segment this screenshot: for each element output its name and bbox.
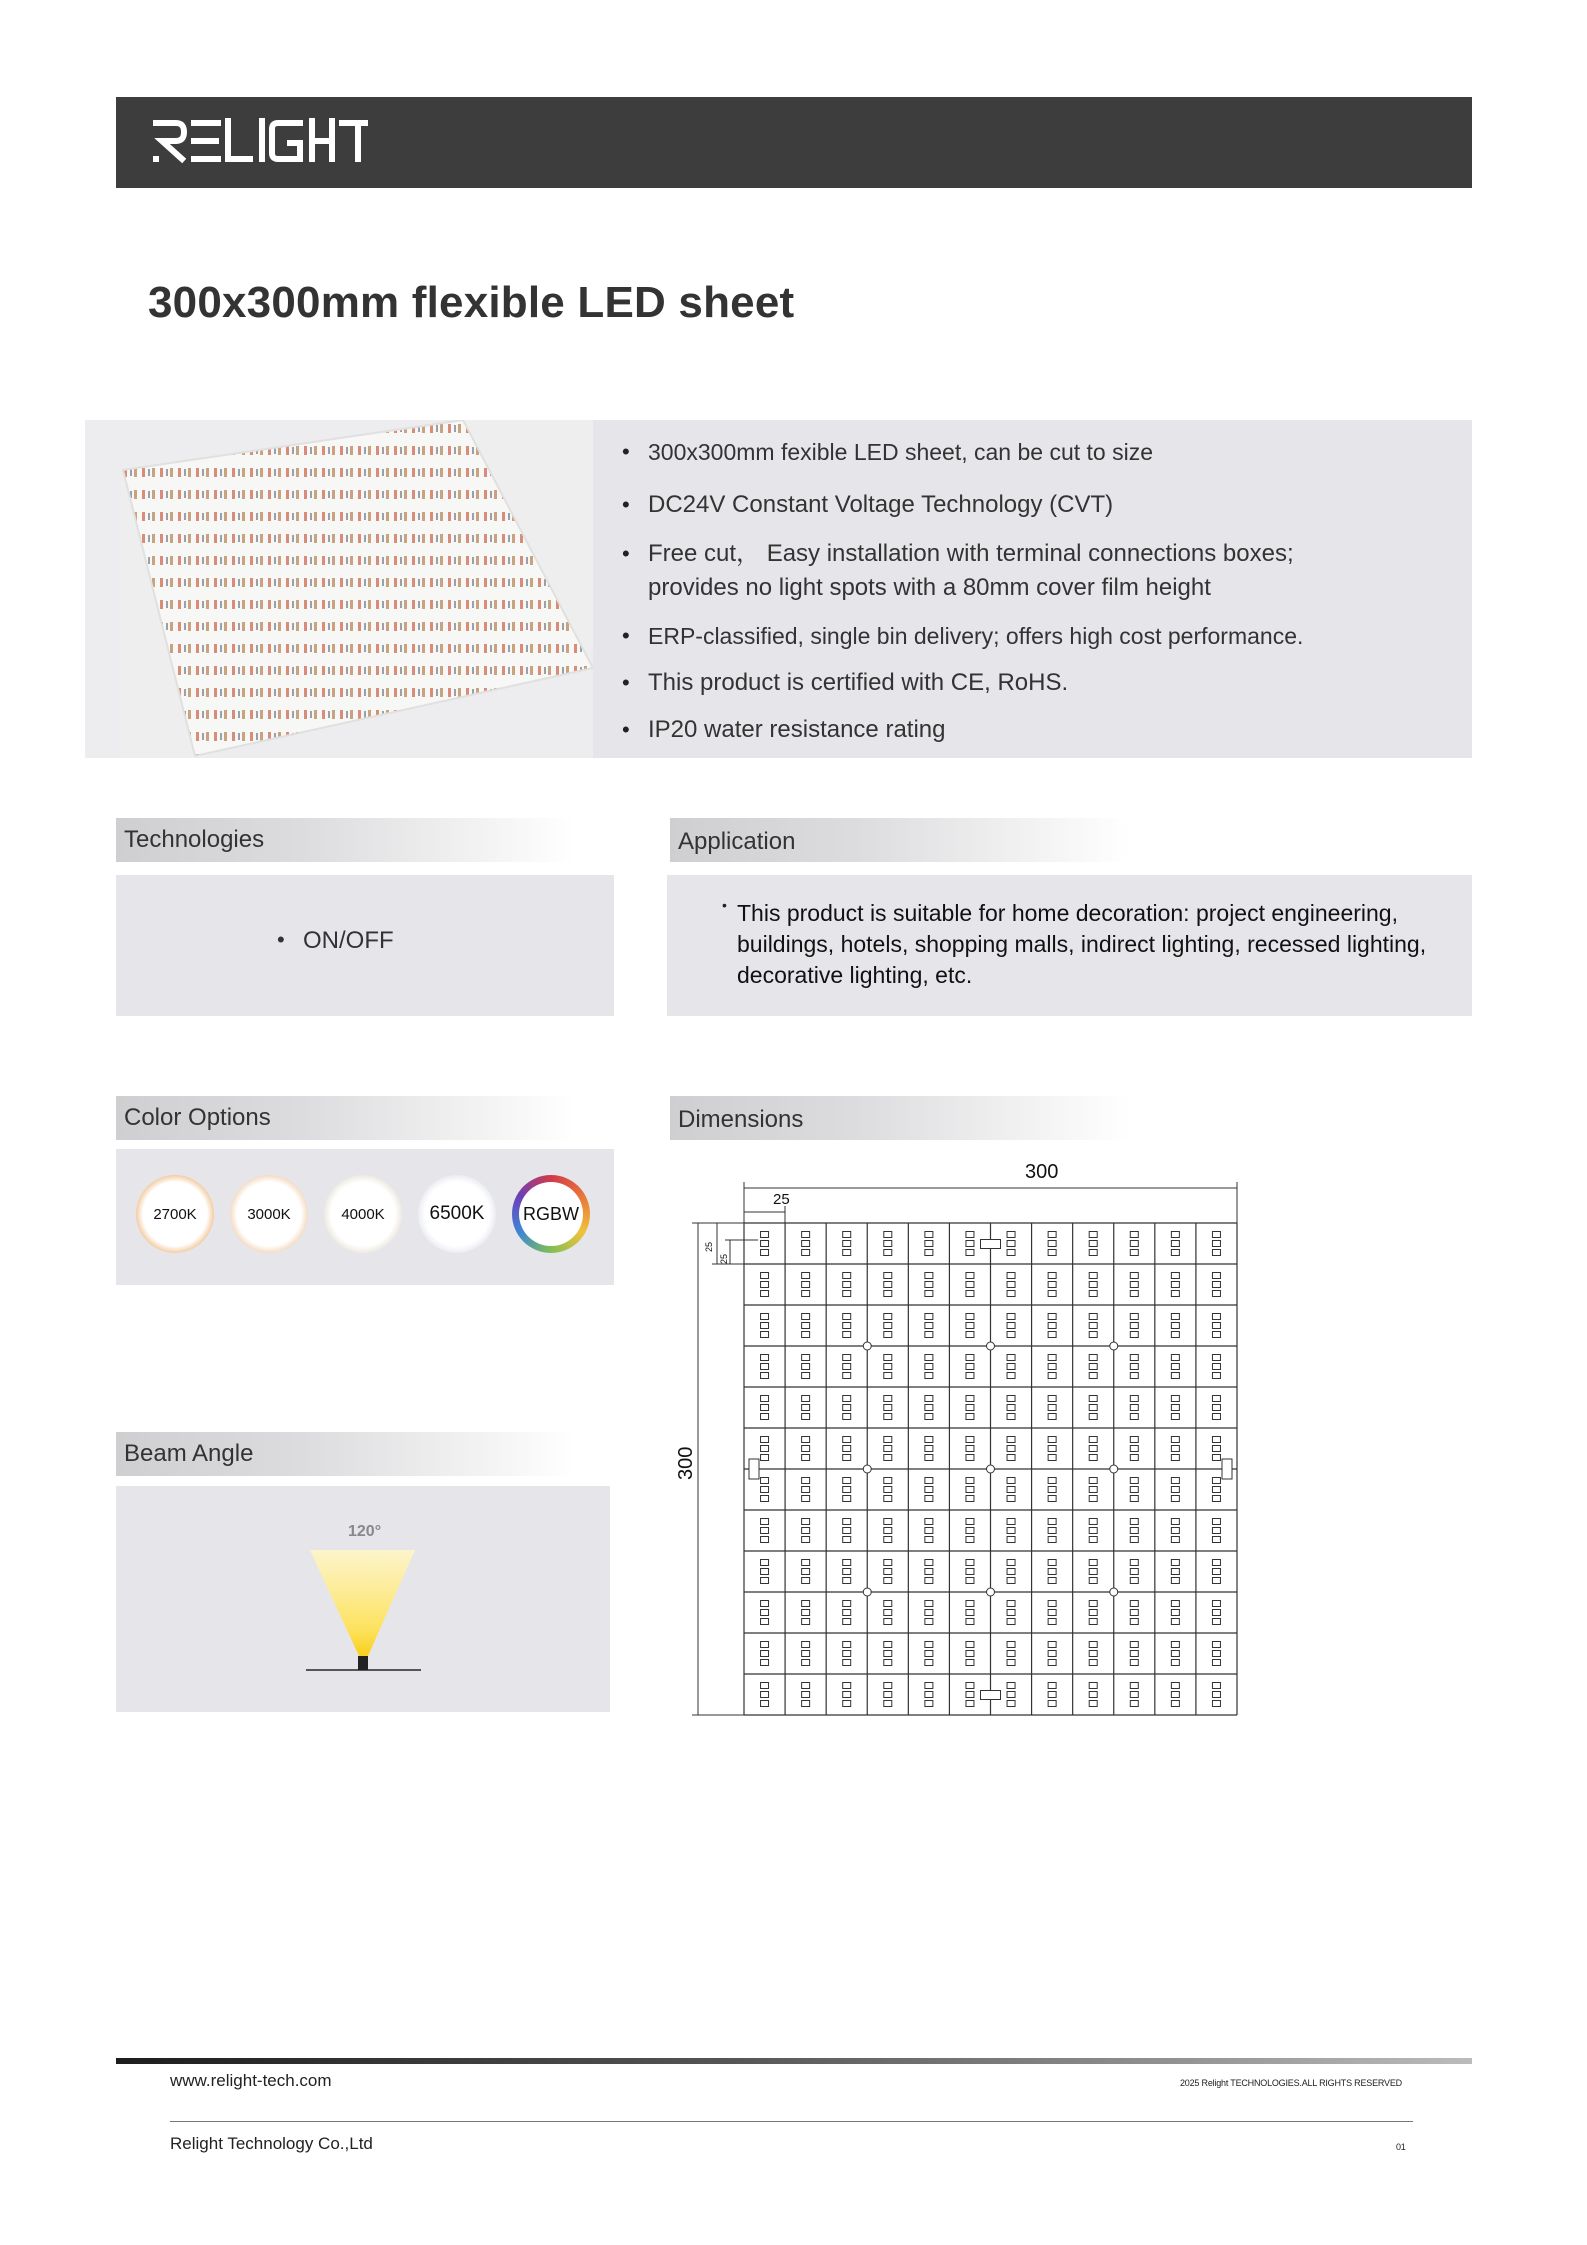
- led-chip-mark: [1130, 1642, 1138, 1666]
- pitch-y-label: 25: [704, 1241, 714, 1252]
- led-chip-mark: [843, 1437, 851, 1461]
- application-box: [667, 875, 1472, 1016]
- dimensions-drawing: [670, 1160, 1250, 1720]
- mounting-hole: [1110, 1465, 1118, 1473]
- led-chip-mark: [925, 1355, 933, 1379]
- led-chip-mark: [1171, 1478, 1179, 1502]
- color-swatch-label: 4000K: [331, 1182, 395, 1246]
- feature-item: • ERP-classified, single bin delivery; offers high cost performance.: [648, 619, 1303, 653]
- led-chip-mark: [761, 1396, 769, 1420]
- led-chip-mark: [1007, 1396, 1015, 1420]
- dimension-diagram: [670, 1160, 1250, 1720]
- led-chip-mark: [925, 1437, 933, 1461]
- dimensions-heading: [670, 1096, 1130, 1140]
- led-chip-mark: [1048, 1355, 1056, 1379]
- led-chip-mark: [1048, 1396, 1056, 1420]
- led-chip-mark: [1048, 1560, 1056, 1584]
- led-chip-mark: [1171, 1683, 1179, 1707]
- color-swatch-4000k: [324, 1175, 402, 1253]
- led-chip-mark: [1171, 1642, 1179, 1666]
- relight-logo: [152, 117, 368, 170]
- led-chip-mark: [843, 1601, 851, 1625]
- connector-box: [1222, 1459, 1232, 1479]
- led-chip-mark: [1048, 1232, 1056, 1256]
- led-chip-mark: [802, 1396, 810, 1420]
- application-line: This product is suitable for home decoration: project engineering,: [737, 900, 1398, 926]
- led-chip-mark: [1212, 1355, 1220, 1379]
- pitch-x-label: 25: [773, 1191, 790, 1208]
- led-chip-mark: [1212, 1273, 1220, 1297]
- led-chip-mark: [1048, 1437, 1056, 1461]
- led-chip-mark: [1048, 1314, 1056, 1338]
- led-chip-mark: [1212, 1437, 1220, 1461]
- application-line: decorative lighting, etc.: [737, 962, 973, 988]
- features-panel: [593, 420, 1472, 758]
- application-line: buildings, hotels, shopping malls, indirect lighting, recessed lighting,: [737, 931, 1427, 957]
- mounting-hole: [863, 1342, 871, 1350]
- led-chip-mark: [966, 1683, 974, 1707]
- led-chip-mark: [802, 1560, 810, 1584]
- beam-angle-value: 120°: [348, 1523, 382, 1540]
- led-chip-mark: [761, 1642, 769, 1666]
- led-chip-mark: [884, 1478, 892, 1502]
- mounting-hole: [987, 1342, 995, 1350]
- led-chip-mark: [843, 1314, 851, 1338]
- feature-item: • IP20 water resistance rating: [648, 713, 945, 747]
- led-chip-mark: [1089, 1560, 1097, 1584]
- mounting-hole: [987, 1465, 995, 1473]
- mounting-hole: [987, 1588, 995, 1596]
- led-chip-mark: [925, 1396, 933, 1420]
- led-chip-mark: [1007, 1314, 1015, 1338]
- led-chip-mark: [1007, 1683, 1015, 1707]
- led-chip-mark: [884, 1396, 892, 1420]
- led-chip-mark: [1007, 1437, 1015, 1461]
- color-swatch-2700k: [136, 1175, 214, 1253]
- led-chip-mark: [843, 1642, 851, 1666]
- led-chip-mark: [1089, 1601, 1097, 1625]
- led-chip-mark: [1007, 1232, 1015, 1256]
- color-swatch-label: 6500K: [425, 1182, 489, 1246]
- section-title: Application: [678, 828, 796, 855]
- led-chip-mark: [884, 1273, 892, 1297]
- color-swatch-label: 3000K: [237, 1182, 301, 1246]
- color-swatch-label: RGBW: [519, 1182, 583, 1246]
- section-title: Color Options: [124, 1104, 271, 1131]
- led-chip-mark: [843, 1355, 851, 1379]
- led-chip-mark: [843, 1560, 851, 1584]
- connector-box: [981, 1240, 1001, 1249]
- led-chip-mark: [884, 1642, 892, 1666]
- led-chip-mark: [1007, 1560, 1015, 1584]
- led-chip-mark: [1171, 1437, 1179, 1461]
- led-chip-mark: [884, 1683, 892, 1707]
- beam-angle-box: [116, 1486, 610, 1712]
- led-chip-mark: [1089, 1355, 1097, 1379]
- led-chip-mark: [1048, 1683, 1056, 1707]
- led-chip-mark: [1171, 1314, 1179, 1338]
- led-chip-mark: [761, 1314, 769, 1338]
- led-chip-mark: [884, 1601, 892, 1625]
- led-chip-mark: [761, 1478, 769, 1502]
- section-title: Dimensions: [678, 1106, 804, 1133]
- relight-logo-mark: [152, 117, 368, 165]
- led-chip-mark: [1130, 1601, 1138, 1625]
- led-chip-mark: [1089, 1437, 1097, 1461]
- application-text: [737, 898, 1426, 991]
- led-chip-mark: [1171, 1560, 1179, 1584]
- color-swatch-label: 2700K: [143, 1182, 207, 1246]
- led-chip-mark: [802, 1642, 810, 1666]
- mounting-hole: [863, 1588, 871, 1596]
- led-chip-mark: [1007, 1355, 1015, 1379]
- led-chip-mark: [884, 1232, 892, 1256]
- led-chip-mark: [966, 1396, 974, 1420]
- page-title: 300x300mm flexible LED sheet: [148, 278, 795, 327]
- led-chip-mark: [1212, 1642, 1220, 1666]
- led-chip-mark: [1171, 1273, 1179, 1297]
- led-chip-mark: [1212, 1396, 1220, 1420]
- led-source-icon: [358, 1656, 368, 1670]
- technologies-box: [116, 875, 614, 1016]
- footer-website[interactable]: www.relight-tech.com: [170, 2071, 332, 2090]
- led-chip-mark: [1130, 1683, 1138, 1707]
- led-chip-mark: [1130, 1560, 1138, 1584]
- led-chip-mark: [843, 1478, 851, 1502]
- led-chip-mark: [1130, 1232, 1138, 1256]
- led-chip-mark: [1171, 1601, 1179, 1625]
- footer-copyright: 2025 Relight TECHNOLOGIES.ALL RIGHTS RESERVED: [1180, 2078, 1402, 2088]
- led-chip-mark: [1089, 1478, 1097, 1502]
- led-chip-mark: [966, 1642, 974, 1666]
- beam-angle-illustration: [116, 1486, 610, 1712]
- feature-item: • DC24V Constant Voltage Technology (CVT): [648, 488, 1113, 522]
- led-chip-mark: [802, 1232, 810, 1256]
- led-chip-mark: [802, 1314, 810, 1338]
- led-chip-mark: [1171, 1232, 1179, 1256]
- footer-rule: [116, 2058, 1472, 2064]
- feature-item: • Free cut， Easy installation with terminal connections boxes;: [648, 537, 1294, 571]
- led-chip-mark: [802, 1478, 810, 1502]
- led-chip-mark: [966, 1355, 974, 1379]
- mounting-hole: [1110, 1342, 1118, 1350]
- led-chip-mark: [843, 1519, 851, 1543]
- led-chip-mark: [1212, 1478, 1220, 1502]
- led-chip-mark: [1089, 1519, 1097, 1543]
- feature-item: • 300x300mm fexible LED sheet, can be cut to size: [648, 435, 1153, 469]
- section-title: Beam Angle: [124, 1440, 254, 1467]
- width-label: 300: [1025, 1161, 1059, 1183]
- application-heading: [670, 818, 1130, 862]
- led-chip-mark: [761, 1560, 769, 1584]
- led-chip-mark: [925, 1683, 933, 1707]
- feature-item-continued: provides no light spots with a 80mm cover film height: [648, 574, 1211, 601]
- led-chip-mark: [802, 1273, 810, 1297]
- feature-item: • This product is certified with CE, RoHS.: [648, 666, 1068, 700]
- led-chip-mark: [966, 1560, 974, 1584]
- bullet: •: [722, 897, 727, 913]
- light-cone: [310, 1550, 415, 1656]
- color-swatch-rgbw: [512, 1175, 590, 1253]
- led-chip-mark: [1048, 1273, 1056, 1297]
- led-chip-mark: [1048, 1519, 1056, 1543]
- led-chip-mark: [1171, 1355, 1179, 1379]
- beam-angle-heading: [116, 1432, 576, 1476]
- led-chip-mark: [1212, 1601, 1220, 1625]
- led-chip-mark: [1130, 1519, 1138, 1543]
- led-chip-mark: [1048, 1642, 1056, 1666]
- height-label: 300: [675, 1446, 697, 1480]
- led-chip-mark: [1089, 1396, 1097, 1420]
- mounting-hole: [1110, 1588, 1118, 1596]
- led-chip-mark: [925, 1519, 933, 1543]
- led-chip-mark: [1212, 1519, 1220, 1543]
- led-chip-mark: [1089, 1314, 1097, 1338]
- led-chip-mark: [761, 1437, 769, 1461]
- led-chip-mark: [966, 1519, 974, 1543]
- product-image: [85, 420, 593, 758]
- led-chip-mark: [966, 1601, 974, 1625]
- led-chip-mark: [761, 1683, 769, 1707]
- led-chip-mark: [843, 1683, 851, 1707]
- bullet: •: [277, 927, 285, 952]
- led-chip-mark: [966, 1437, 974, 1461]
- led-chip-mark: [802, 1437, 810, 1461]
- connector-box: [749, 1459, 759, 1479]
- led-chip-mark: [925, 1273, 933, 1297]
- led-chip-mark: [966, 1273, 974, 1297]
- technologies-heading: [116, 818, 576, 862]
- led-chip-mark: [1171, 1519, 1179, 1543]
- mounting-hole: [863, 1465, 871, 1473]
- led-chip-mark: [925, 1601, 933, 1625]
- technology-item: [277, 927, 394, 955]
- led-chip-mark: [802, 1683, 810, 1707]
- led-chip-mark: [761, 1273, 769, 1297]
- section-title: Technologies: [124, 826, 265, 853]
- led-chip-mark: [884, 1437, 892, 1461]
- led-chip-mark: [761, 1519, 769, 1543]
- led-chip-mark: [966, 1478, 974, 1502]
- led-sheet-illustration: [85, 420, 593, 758]
- led-chip-mark: [925, 1478, 933, 1502]
- led-chip-mark: [1130, 1478, 1138, 1502]
- led-chip-mark: [925, 1232, 933, 1256]
- color-options-heading: [116, 1096, 576, 1140]
- led-chip-mark: [1007, 1519, 1015, 1543]
- led-chip-mark: [925, 1314, 933, 1338]
- footer-divider: [170, 2121, 1413, 2122]
- led-chip-mark: [1212, 1232, 1220, 1256]
- led-chip-mark: [966, 1232, 974, 1256]
- led-chip-mark: [925, 1642, 933, 1666]
- led-chip-mark: [761, 1601, 769, 1625]
- color-swatch-3000k: [230, 1175, 308, 1253]
- led-chip-mark: [1130, 1273, 1138, 1297]
- led-chip-mark: [884, 1560, 892, 1584]
- led-chip-mark: [802, 1355, 810, 1379]
- led-chip-mark: [1130, 1355, 1138, 1379]
- led-chip-mark: [761, 1232, 769, 1256]
- led-chip-mark: [884, 1314, 892, 1338]
- small-pitch-label: 25: [719, 1253, 729, 1264]
- led-chip-mark: [1089, 1273, 1097, 1297]
- led-chip-mark: [884, 1519, 892, 1543]
- led-chip-mark: [1048, 1478, 1056, 1502]
- led-chip-mark: [1089, 1232, 1097, 1256]
- led-chip-mark: [925, 1560, 933, 1584]
- led-chip-mark: [1007, 1478, 1015, 1502]
- led-chip-mark: [1212, 1314, 1220, 1338]
- led-chip-mark: [1089, 1683, 1097, 1707]
- led-chip-mark: [802, 1601, 810, 1625]
- led-chip-mark: [966, 1314, 974, 1338]
- led-chip-mark: [1007, 1273, 1015, 1297]
- led-chip-mark: [843, 1273, 851, 1297]
- led-chip-mark: [761, 1355, 769, 1379]
- led-chip-mark: [1130, 1314, 1138, 1338]
- page-number: 01: [1396, 2142, 1406, 2152]
- connector-box: [981, 1691, 1001, 1700]
- led-chip-mark: [1212, 1560, 1220, 1584]
- footer-company: Relight Technology Co.,Ltd: [170, 2134, 373, 2153]
- led-chip-mark: [1089, 1642, 1097, 1666]
- led-chip-mark: [1130, 1396, 1138, 1420]
- led-chip-mark: [884, 1355, 892, 1379]
- led-chip-mark: [1007, 1642, 1015, 1666]
- led-chip-mark: [1048, 1601, 1056, 1625]
- color-swatch-6500k: [418, 1175, 496, 1253]
- technology-label: ON/OFF: [303, 927, 394, 954]
- led-chip-mark: [1212, 1683, 1220, 1707]
- led-chip-mark: [1171, 1396, 1179, 1420]
- color-options-box: [116, 1149, 614, 1285]
- led-chip-mark: [1007, 1601, 1015, 1625]
- led-chip-mark: [1130, 1437, 1138, 1461]
- led-chip-mark: [802, 1519, 810, 1543]
- led-chip-mark: [843, 1232, 851, 1256]
- led-chip-mark: [843, 1396, 851, 1420]
